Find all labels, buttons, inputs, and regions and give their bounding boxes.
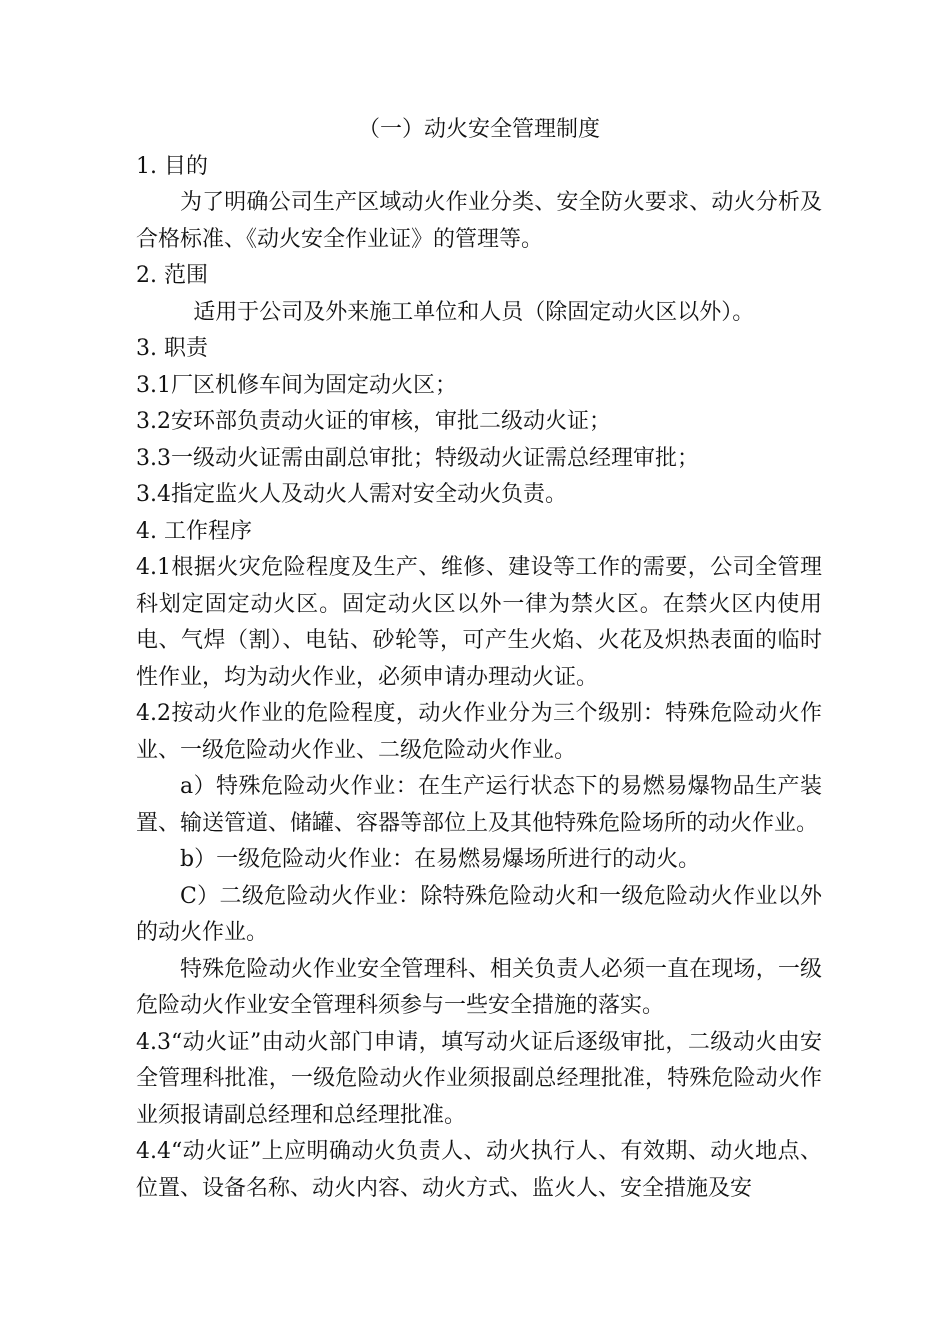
paragraph: C）二级危险动火作业：除特殊危险动火和一级危险动火作业以外的动火作业。 [136,883,822,945]
paragraph: 2. 范围 [136,263,208,288]
paragraph: b）一级危险动火作业：在易燃易爆场所进行的动火。 [180,847,701,872]
paragraph: 4.2按动火作业的危险程度，动火作业分为三个级别：特殊危险动火作业、一级危险动火作业、二级危险动火作业。 [136,701,822,763]
paragraph: 适用于公司及外来施工单位和人员（除固定动火区以外）。 [193,299,755,325]
paragraph: 4.1根据火灾危险程度及生产、维修、建设等工作的需要，公司全管理科划定固定动火区。固定动火区以外一律为禁火区。在禁火区内使用电、气焊（割）、电钻、砂轮等，可产生火焰、火花及炽热表面的临时性作业，均为动火作业，必须申请办理动火证。 [136,555,822,690]
paragraph: 3. 职责 [136,336,208,361]
document-title: （一）动火安全管理制度 [357,117,600,142]
paragraph: 3.2安环部负责动火证的审核，审批二级动火证； [136,409,611,434]
paragraph: 3.3一级动火证需由副总审批；特级动火证需总经理审批； [136,445,699,471]
paragraph: 3.4指定监火人及动火人需对安全动火负责。 [136,482,567,507]
paragraph: 4. 工作程序 [136,518,252,544]
paragraph-list [136,149,822,1208]
paragraph: 4.3“动火证”由动火部门申请，填写动火证后逐级审批，二级动火由安全管理科批准，一级危险动火作业须报副总经理批准，特殊危险动火作业须报请副总经理和总经理批准。 [136,1029,822,1128]
paragraph: a）特殊危险动火作业：在生产运行状态下的易燃易爆物品生产装置、输送管道、储罐、容器等部位上及其他特殊危险场所的动火作业。 [136,774,822,836]
paragraph: 3.1厂区机修车间为固定动火区； [136,372,457,398]
paragraph: 1. 目的 [136,153,208,179]
paragraph: 特殊危险动火作业安全管理科、相关负责人必须一直在现场，一级危险动火作业安全管理科须参与一些安全措施的落实。 [136,956,822,1018]
paragraph: 为了明确公司生产区域动火作业分类、安全防火要求、动火分析及合格标准、《动火安全作业证》的管理等。 [136,190,822,252]
document-body [136,112,822,1207]
paragraph: 4.4“动火证”上应明确动火负责人、动火执行人、有效期、动火地点、位置、设备名称、动火内容、动火方式、监火人、安全措施及安 [136,1139,822,1201]
